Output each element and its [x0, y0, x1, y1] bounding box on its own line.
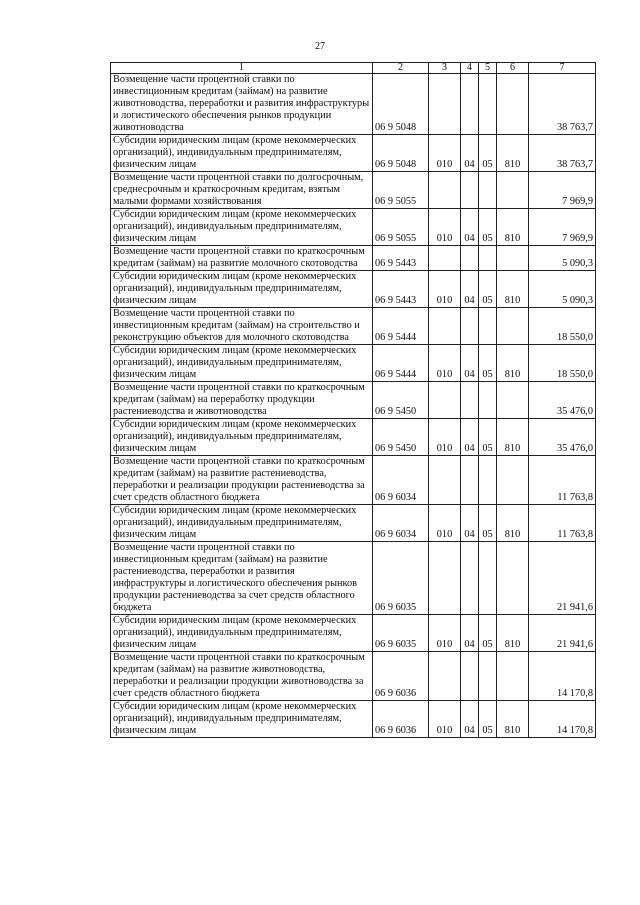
- row-name-cell: Возмещение части процентной ставки по краткосрочным кредитам (займам) на развитие животноводства, переработки и реализации продукции животноводства за счет средств областного бюджета: [111, 652, 373, 701]
- expense-type-cell: [429, 308, 461, 345]
- subsection-cell: [479, 652, 497, 701]
- ministry-code-cell: [497, 246, 529, 271]
- section-cell: 04: [461, 345, 479, 382]
- table-row: [111, 74, 596, 135]
- target-article-cell: 06 9 6035: [373, 542, 429, 615]
- table-row: [111, 135, 596, 172]
- section-cell: [461, 456, 479, 505]
- target-article-cell: 06 9 6034: [373, 456, 429, 505]
- amount-cell: 14 170,8: [529, 652, 596, 701]
- section-cell: 04: [461, 271, 479, 308]
- amount-cell: 35 476,0: [529, 382, 596, 419]
- subsection-cell: 05: [479, 701, 497, 738]
- table-row: [111, 345, 596, 382]
- expense-type-cell: [429, 172, 461, 209]
- expense-type-cell: 010: [429, 271, 461, 308]
- ministry-code-cell: 810: [497, 209, 529, 246]
- row-name-cell: Субсидии юридическим лицам (кроме некоммерческих организаций), индивидуальным предпринимателям, физическим лицам: [111, 209, 373, 246]
- table-row: [111, 456, 596, 505]
- row-name-cell: Субсидии юридическим лицам (кроме некоммерческих организаций), индивидуальным предпринимателям, физическим лицам: [111, 505, 373, 542]
- expense-type-cell: [429, 456, 461, 505]
- ministry-code-cell: 810: [497, 419, 529, 456]
- expense-type-cell: [429, 246, 461, 271]
- section-cell: [461, 246, 479, 271]
- amount-cell: 21 941,6: [529, 542, 596, 615]
- target-article-cell: 06 9 6035: [373, 615, 429, 652]
- target-article-cell: 06 9 6036: [373, 701, 429, 738]
- column-header: 3: [429, 63, 461, 74]
- ministry-code-cell: [497, 308, 529, 345]
- ministry-code-cell: 810: [497, 135, 529, 172]
- target-article-cell: 06 9 5055: [373, 209, 429, 246]
- row-name-cell: Возмещение части процентной ставки по краткосрочным кредитам (займам) на развитие молочного скотоводства: [111, 246, 373, 271]
- amount-cell: 18 550,0: [529, 345, 596, 382]
- ministry-code-cell: [497, 542, 529, 615]
- target-article-cell: 06 9 5450: [373, 419, 429, 456]
- row-name-cell: Субсидии юридическим лицам (кроме некоммерческих организаций), индивидуальным предпринимателям, физическим лицам: [111, 135, 373, 172]
- subsection-cell: 05: [479, 135, 497, 172]
- expense-type-cell: [429, 652, 461, 701]
- amount-cell: 5 090,3: [529, 246, 596, 271]
- section-cell: 04: [461, 135, 479, 172]
- ministry-code-cell: 810: [497, 345, 529, 382]
- amount-cell: 7 969,9: [529, 172, 596, 209]
- table-row: [111, 652, 596, 701]
- amount-cell: 21 941,6: [529, 615, 596, 652]
- ministry-code-cell: [497, 172, 529, 209]
- row-name-cell: Субсидии юридическим лицам (кроме некоммерческих организаций), индивидуальным предпринимателям, физическим лицам: [111, 419, 373, 456]
- subsection-cell: [479, 308, 497, 345]
- column-header: 5: [479, 63, 497, 74]
- table-row: [111, 209, 596, 246]
- section-cell: [461, 172, 479, 209]
- section-cell: 04: [461, 505, 479, 542]
- row-name-cell: Возмещение части процентной ставки по инвестиционным кредитам (займам) на строительство и реконструкцию объектов для молочного скотоводства: [111, 308, 373, 345]
- table-row: [111, 172, 596, 209]
- expense-type-cell: 010: [429, 615, 461, 652]
- amount-cell: 11 763,8: [529, 505, 596, 542]
- column-header: 7: [529, 63, 596, 74]
- subsection-cell: 05: [479, 345, 497, 382]
- amount-cell: 11 763,8: [529, 456, 596, 505]
- table-row: [111, 308, 596, 345]
- subsection-cell: 05: [479, 615, 497, 652]
- expense-type-cell: [429, 382, 461, 419]
- table-body: [111, 74, 596, 738]
- subsection-cell: [479, 382, 497, 419]
- amount-cell: 18 550,0: [529, 308, 596, 345]
- subsection-cell: [479, 542, 497, 615]
- target-article-cell: 06 9 5443: [373, 246, 429, 271]
- expense-type-cell: 010: [429, 419, 461, 456]
- row-name-cell: Возмещение части процентной ставки по инвестиционным кредитам (займам) на развитие животноводства, переработки и развития инфраструктуры и логистического обеспечения рынков продукции животноводства: [111, 74, 373, 135]
- ministry-code-cell: [497, 652, 529, 701]
- section-cell: 04: [461, 419, 479, 456]
- section-cell: 04: [461, 701, 479, 738]
- column-header: 4: [461, 63, 479, 74]
- row-name-cell: Субсидии юридическим лицам (кроме некоммерческих организаций), индивидуальным предпринимателям, физическим лицам: [111, 271, 373, 308]
- row-name-cell: Возмещение части процентной ставки по краткосрочным кредитам (займам) на развитие растениеводства, переработки и реализации продукции растениеводства за счет средств областного бюджета: [111, 456, 373, 505]
- target-article-cell: 06 9 5048: [373, 135, 429, 172]
- table-row: [111, 246, 596, 271]
- column-header: 6: [497, 63, 529, 74]
- row-name-cell: Субсидии юридическим лицам (кроме некоммерческих организаций), индивидуальным предпринимателям, физическим лицам: [111, 615, 373, 652]
- subsection-cell: [479, 456, 497, 505]
- target-article-cell: 06 9 6036: [373, 652, 429, 701]
- expense-type-cell: 010: [429, 345, 461, 382]
- target-article-cell: 06 9 6034: [373, 505, 429, 542]
- ministry-code-cell: 810: [497, 701, 529, 738]
- subsection-cell: [479, 246, 497, 271]
- expense-type-cell: 010: [429, 701, 461, 738]
- table-row: [111, 615, 596, 652]
- section-cell: 04: [461, 209, 479, 246]
- section-cell: [461, 308, 479, 345]
- amount-cell: 38 763,7: [529, 74, 596, 135]
- section-cell: [461, 74, 479, 135]
- subsection-cell: 05: [479, 419, 497, 456]
- row-name-cell: Возмещение части процентной ставки по долгосрочным, среднесрочным и краткосрочным кредитам, взятым малыми формами хозяйствования: [111, 172, 373, 209]
- subsection-cell: 05: [479, 209, 497, 246]
- section-cell: [461, 382, 479, 419]
- subsection-cell: 05: [479, 271, 497, 308]
- ministry-code-cell: [497, 74, 529, 135]
- target-article-cell: 06 9 5048: [373, 74, 429, 135]
- section-cell: [461, 542, 479, 615]
- column-header: 2: [373, 63, 429, 74]
- expense-type-cell: [429, 74, 461, 135]
- target-article-cell: 06 9 5444: [373, 308, 429, 345]
- table-row: [111, 419, 596, 456]
- budget-table: [110, 62, 596, 738]
- table-row: [111, 701, 596, 738]
- row-name-cell: Возмещение части процентной ставки по краткосрочным кредитам (займам) на переработку продукции растениеводства и животноводства: [111, 382, 373, 419]
- row-name-cell: Субсидии юридическим лицам (кроме некоммерческих организаций), индивидуальным предпринимателям, физическим лицам: [111, 345, 373, 382]
- target-article-cell: 06 9 5055: [373, 172, 429, 209]
- subsection-cell: [479, 74, 497, 135]
- header-row: [111, 63, 596, 74]
- amount-cell: 5 090,3: [529, 271, 596, 308]
- section-cell: 04: [461, 615, 479, 652]
- subsection-cell: [479, 172, 497, 209]
- expense-type-cell: 010: [429, 505, 461, 542]
- target-article-cell: 06 9 5450: [373, 382, 429, 419]
- column-header: 1: [111, 63, 373, 74]
- table-row: [111, 271, 596, 308]
- ministry-code-cell: 810: [497, 505, 529, 542]
- row-name-cell: Возмещение части процентной ставки по инвестиционным кредитам (займам) на развитие растениеводства, переработки и развития инфраструктуры и логистического обеспечения рынков продукции растениеводства за счет средств областного бюджета: [111, 542, 373, 615]
- table-row: [111, 505, 596, 542]
- amount-cell: 38 763,7: [529, 135, 596, 172]
- amount-cell: 14 170,8: [529, 701, 596, 738]
- expense-type-cell: 010: [429, 209, 461, 246]
- expense-type-cell: 010: [429, 135, 461, 172]
- target-article-cell: 06 9 5443: [373, 271, 429, 308]
- table-row: [111, 382, 596, 419]
- section-cell: [461, 652, 479, 701]
- ministry-code-cell: 810: [497, 615, 529, 652]
- row-name-cell: Субсидии юридическим лицам (кроме некоммерческих организаций), индивидуальным предпринимателям, физическим лицам: [111, 701, 373, 738]
- ministry-code-cell: [497, 456, 529, 505]
- amount-cell: 35 476,0: [529, 419, 596, 456]
- subsection-cell: 05: [479, 505, 497, 542]
- table-row: [111, 542, 596, 615]
- expense-type-cell: [429, 542, 461, 615]
- amount-cell: 7 969,9: [529, 209, 596, 246]
- ministry-code-cell: [497, 382, 529, 419]
- target-article-cell: 06 9 5444: [373, 345, 429, 382]
- page-number: 27: [315, 41, 325, 52]
- ministry-code-cell: 810: [497, 271, 529, 308]
